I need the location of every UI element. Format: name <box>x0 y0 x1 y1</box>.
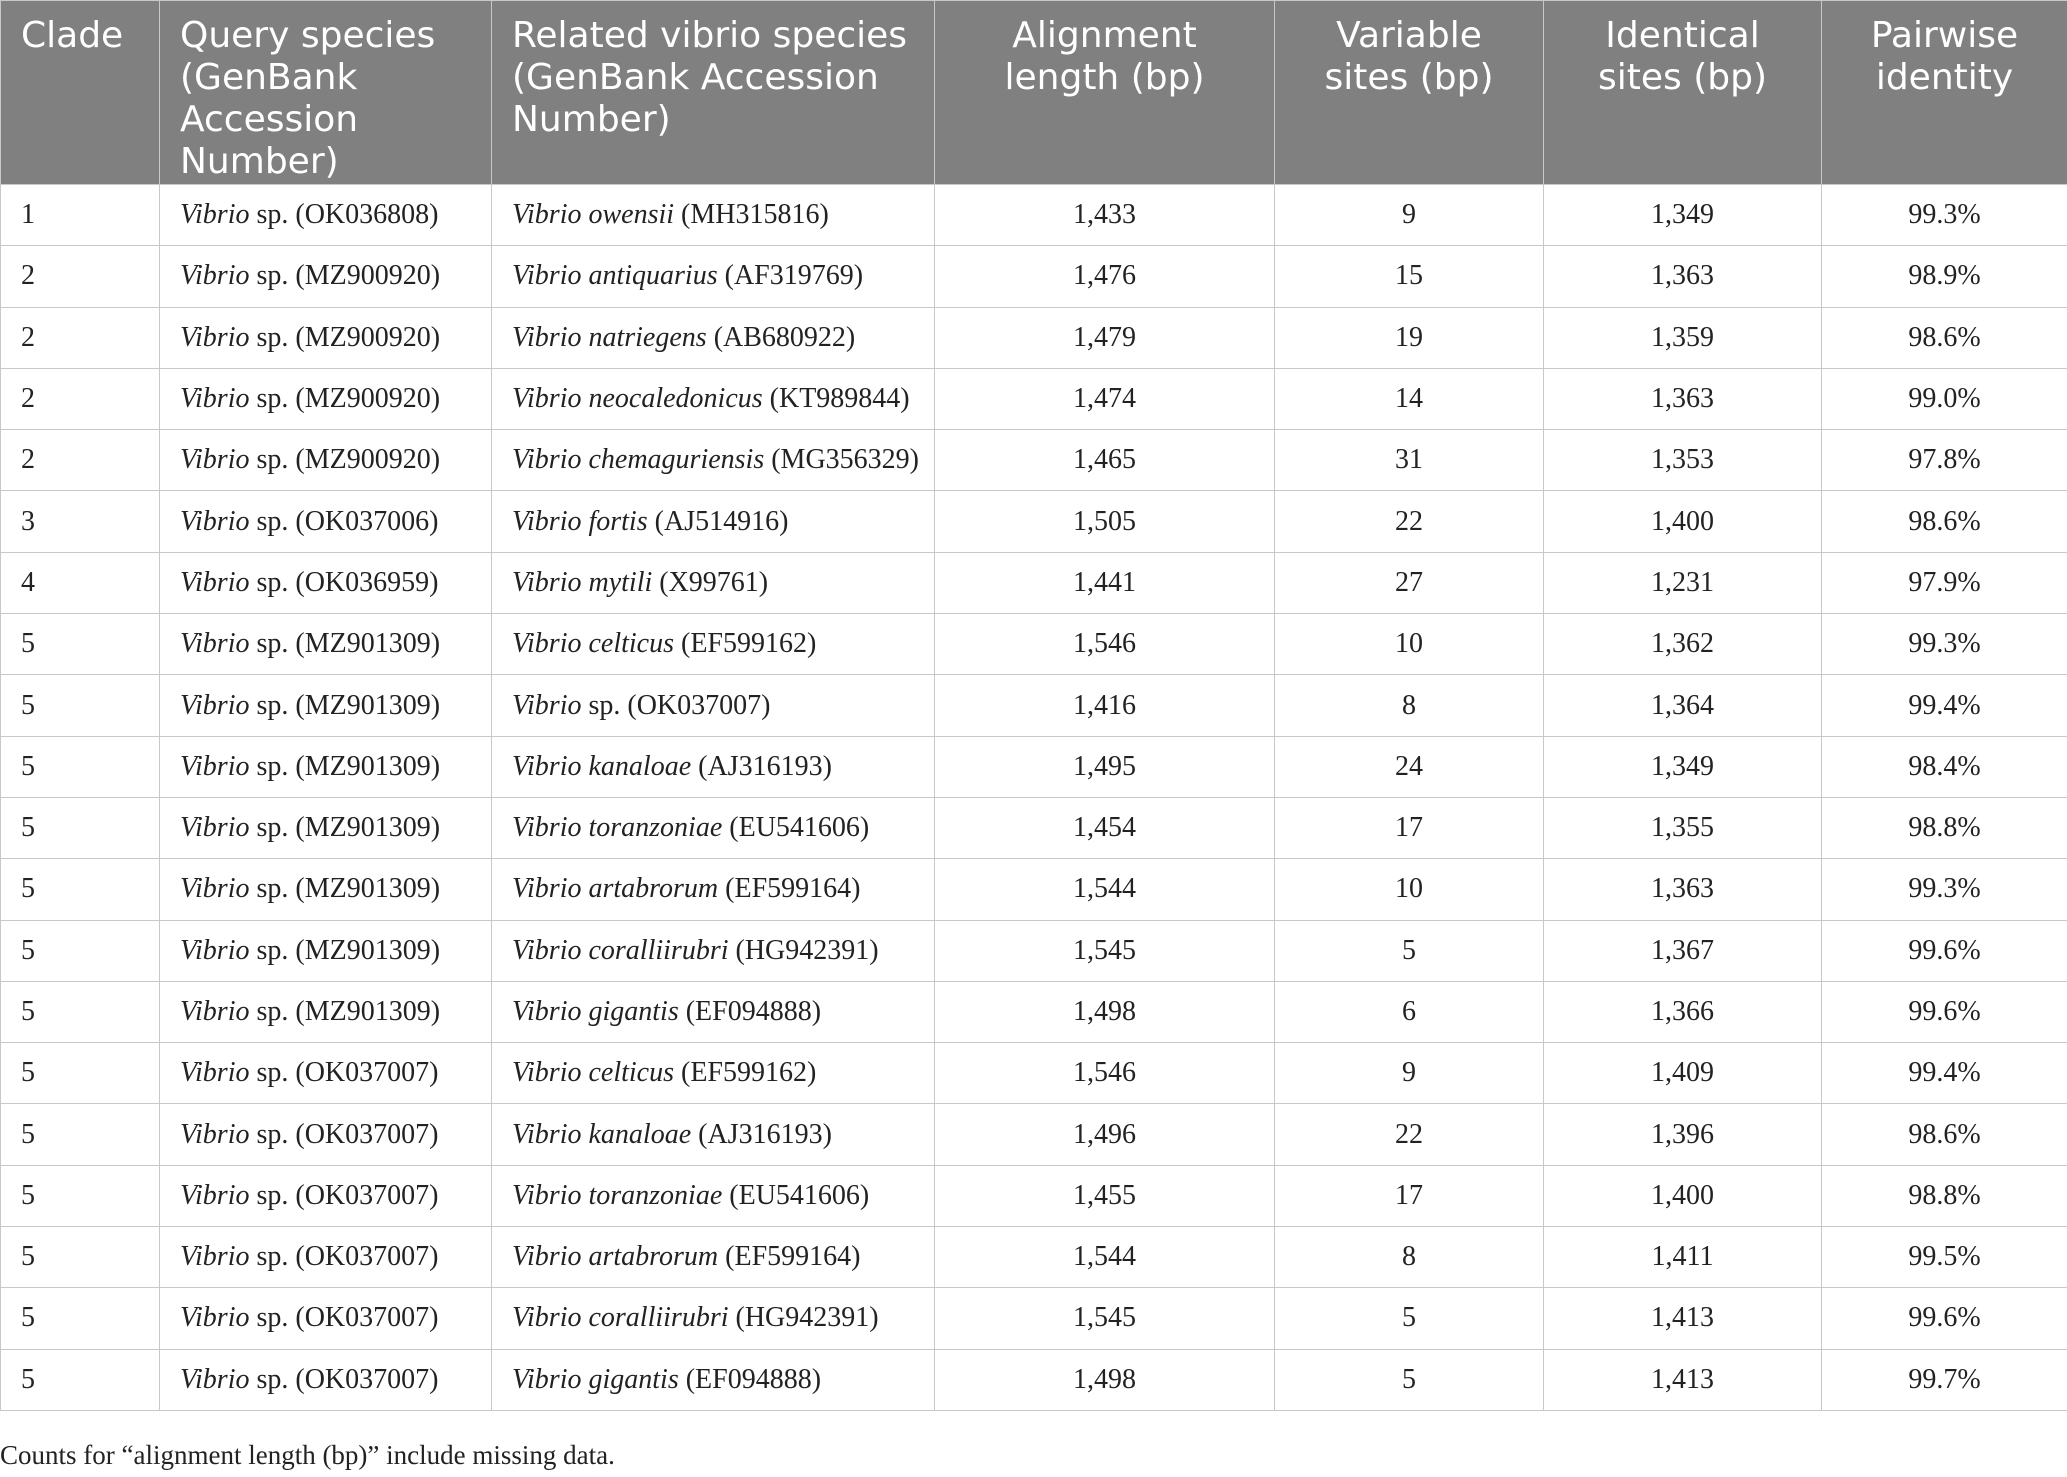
related-accession: (X99761) <box>652 566 769 598</box>
query-genus: Vibrio <box>180 566 250 598</box>
related-species-cell <box>492 246 935 307</box>
related-species-name: Vibrio toranzoniae <box>512 812 723 844</box>
pairwise-identity-cell: 98.8% <box>1822 797 2067 858</box>
pairwise-identity-cell: 99.3% <box>1822 859 2067 920</box>
table-row <box>1 981 2067 1042</box>
clade-cell: 5 <box>1 797 160 858</box>
table-footnote: Counts for “alignment length (bp)” include missing data. <box>0 1440 615 1470</box>
clade-cell: 5 <box>1 1288 160 1349</box>
query-accession: sp. (OK037007) <box>249 1118 439 1150</box>
header-pairwise-identity: Pairwise identity <box>1822 1 2067 185</box>
query-accession: sp. (OK036959) <box>249 566 439 598</box>
alignment-length-cell: 1,454 <box>935 797 1275 858</box>
alignment-length-cell: 1,505 <box>935 491 1275 552</box>
query-genus: Vibrio <box>180 1057 250 1089</box>
query-genus: Vibrio <box>180 628 250 660</box>
query-genus: Vibrio <box>180 444 250 476</box>
related-species-cell <box>492 185 935 246</box>
query-accession: sp. (OK036808) <box>249 199 439 231</box>
query-genus: Vibrio <box>180 1179 250 1211</box>
table-row <box>1 1288 2067 1349</box>
related-accession: sp. (OK037007) <box>581 689 771 721</box>
clade-cell: 5 <box>1 981 160 1042</box>
related-species-cell <box>492 430 935 491</box>
clade-cell: 5 <box>1 1349 160 1410</box>
query-accession: sp. (MZ901309) <box>249 873 441 905</box>
related-species-cell <box>492 981 935 1042</box>
related-species-cell <box>492 797 935 858</box>
clade-cell: 5 <box>1 1165 160 1226</box>
table-row <box>1 614 2067 675</box>
pairwise-identity-cell: 99.7% <box>1822 1349 2067 1410</box>
identical-sites-cell: 1,355 <box>1544 797 1822 858</box>
identical-sites-cell: 1,413 <box>1544 1288 1822 1349</box>
identical-sites-cell: 1,400 <box>1544 1165 1822 1226</box>
related-species-name: Vibrio natriegens <box>512 321 707 353</box>
identical-sites-cell: 1,353 <box>1544 430 1822 491</box>
query-species-cell <box>160 307 492 368</box>
related-species-name: Vibrio artabrorum <box>512 873 719 905</box>
related-species-cell <box>492 920 935 981</box>
variable-sites-cell: 14 <box>1275 368 1544 429</box>
identical-sites-cell: 1,400 <box>1544 491 1822 552</box>
related-species-cell <box>492 1227 935 1288</box>
query-accession: sp. (MZ901309) <box>249 996 441 1027</box>
pairwise-identity-cell: 97.8% <box>1822 430 2067 491</box>
pairwise-identity-cell: 98.8% <box>1822 1165 2067 1226</box>
table-row <box>1 491 2067 552</box>
related-species-name: Vibrio coralliirubri <box>512 934 729 966</box>
related-accession: (EF094888) <box>678 996 822 1027</box>
clade-cell: 3 <box>1 491 160 552</box>
header-query-species: Query species (GenBank Accession Number) <box>160 1 492 185</box>
pairwise-identity-cell: 98.4% <box>1822 736 2067 797</box>
pairwise-identity-cell: 98.9% <box>1822 246 2067 307</box>
alignment-length-cell: 1,498 <box>935 981 1275 1042</box>
identical-sites-cell: 1,231 <box>1544 552 1822 613</box>
query-genus: Vibrio <box>180 873 250 905</box>
query-genus: Vibrio <box>180 812 250 844</box>
query-genus: Vibrio <box>180 1118 250 1150</box>
clade-cell: 2 <box>1 368 160 429</box>
identical-sites-cell: 1,367 <box>1544 920 1822 981</box>
query-species-cell <box>160 797 492 858</box>
variable-sites-cell: 17 <box>1275 1165 1544 1226</box>
related-species-cell <box>492 1349 935 1410</box>
variable-sites-cell: 8 <box>1275 675 1544 736</box>
query-accession: sp. (MZ901309) <box>249 812 441 844</box>
related-accession: (EF094888) <box>678 1363 822 1395</box>
clade-cell: 2 <box>1 246 160 307</box>
header-variable-sites: Variable sites (bp) <box>1275 1 1544 185</box>
variable-sites-cell: 27 <box>1275 552 1544 613</box>
alignment-length-cell: 1,433 <box>935 185 1275 246</box>
header-related-species: Related vibrio species (GenBank Accession Number) <box>492 1 935 185</box>
alignment-length-cell: 1,498 <box>935 1349 1275 1410</box>
alignment-length-cell: 1,465 <box>935 430 1275 491</box>
header-row <box>1 1 2067 185</box>
related-species-cell <box>492 1043 935 1104</box>
query-accession: sp. (OK037007) <box>249 1302 439 1334</box>
related-accession: (EF599162) <box>674 628 817 660</box>
related-accession: (AJ514916) <box>647 505 789 537</box>
pairwise-identity-cell: 99.4% <box>1822 675 2067 736</box>
query-genus: Vibrio <box>180 321 250 353</box>
table-row <box>1 1349 2067 1410</box>
query-species-cell <box>160 552 492 613</box>
pairwise-identity-cell: 99.3% <box>1822 614 2067 675</box>
clade-cell: 2 <box>1 307 160 368</box>
alignment-length-cell: 1,474 <box>935 368 1275 429</box>
query-species-cell <box>160 1104 492 1165</box>
table-row <box>1 430 2067 491</box>
query-accession: sp. (MZ900920) <box>249 383 441 415</box>
query-accession: sp. (OK037007) <box>249 1363 439 1395</box>
related-accession: (EF599162) <box>674 1057 817 1089</box>
query-genus: Vibrio <box>180 1363 250 1395</box>
variable-sites-cell: 9 <box>1275 185 1544 246</box>
query-genus: Vibrio <box>180 934 250 966</box>
query-accession: sp. (MZ900920) <box>249 260 441 292</box>
query-species-cell <box>160 920 492 981</box>
pairwise-identity-cell: 99.3% <box>1822 185 2067 246</box>
query-accession: sp. (MZ900920) <box>249 321 441 353</box>
query-species-cell <box>160 246 492 307</box>
variable-sites-cell: 5 <box>1275 1349 1544 1410</box>
related-species-name: Vibrio <box>512 689 582 721</box>
variable-sites-cell: 5 <box>1275 1288 1544 1349</box>
related-species-name: Vibrio toranzoniae <box>512 1179 723 1211</box>
clade-cell: 5 <box>1 736 160 797</box>
variable-sites-cell: 22 <box>1275 491 1544 552</box>
related-accession: (AF319769) <box>717 260 864 292</box>
query-genus: Vibrio <box>180 505 250 537</box>
related-species-name: Vibrio kanaloae <box>512 750 692 782</box>
related-accession: (AJ316193) <box>691 750 832 782</box>
identical-sites-cell: 1,396 <box>1544 1104 1822 1165</box>
table-row <box>1 185 2067 246</box>
clade-cell: 2 <box>1 430 160 491</box>
related-species-name: Vibrio gigantis <box>512 1363 679 1395</box>
table-row <box>1 1043 2067 1104</box>
table-row <box>1 1104 2067 1165</box>
identical-sites-cell: 1,359 <box>1544 307 1822 368</box>
clade-cell: 5 <box>1 675 160 736</box>
pairwise-identity-cell: 98.6% <box>1822 491 2067 552</box>
related-species-cell <box>492 1288 935 1349</box>
query-species-cell <box>160 430 492 491</box>
pairwise-identity-cell: 97.9% <box>1822 552 2067 613</box>
identical-sites-cell: 1,411 <box>1544 1227 1822 1288</box>
query-accession: sp. (MZ901309) <box>249 750 441 782</box>
related-species-name: Vibrio kanaloae <box>512 1118 692 1150</box>
related-accession: (EF599164) <box>718 873 861 905</box>
pairwise-identity-cell: 99.4% <box>1822 1043 2067 1104</box>
related-accession: (EU541606) <box>722 812 870 844</box>
table-row <box>1 797 2067 858</box>
related-accession: (KT989844) <box>762 383 910 415</box>
variable-sites-cell: 10 <box>1275 859 1544 920</box>
related-species-cell <box>492 491 935 552</box>
related-species-name: Vibrio neocaledonicus <box>512 383 763 415</box>
related-species-name: Vibrio antiquarius <box>512 260 718 292</box>
query-genus: Vibrio <box>180 750 250 782</box>
alignment-length-cell: 1,476 <box>935 246 1275 307</box>
query-species-cell <box>160 1349 492 1410</box>
query-accession: sp. (OK037006) <box>249 505 439 537</box>
table-row <box>1 368 2067 429</box>
alignment-length-cell: 1,496 <box>935 1104 1275 1165</box>
related-accession: (EU541606) <box>722 1179 870 1211</box>
related-species-name: Vibrio mytili <box>512 566 653 598</box>
related-species-name: Vibrio owensii <box>512 199 675 231</box>
pairwise-identity-cell: 99.6% <box>1822 920 2067 981</box>
pairwise-identity-cell: 98.6% <box>1822 307 2067 368</box>
table-row <box>1 920 2067 981</box>
query-accession: sp. (MZ901309) <box>249 689 441 721</box>
alignment-length-cell: 1,441 <box>935 552 1275 613</box>
table-body <box>1 185 2067 1411</box>
clade-cell: 5 <box>1 1104 160 1165</box>
query-species-cell <box>160 981 492 1042</box>
query-genus: Vibrio <box>180 260 250 292</box>
related-species-name: Vibrio celticus <box>512 628 674 660</box>
identical-sites-cell: 1,349 <box>1544 185 1822 246</box>
variable-sites-cell: 8 <box>1275 1227 1544 1288</box>
query-species-cell <box>160 185 492 246</box>
identical-sites-cell: 1,349 <box>1544 736 1822 797</box>
alignment-length-cell: 1,545 <box>935 1288 1275 1349</box>
clade-cell: 5 <box>1 920 160 981</box>
query-accession: sp. (MZ901309) <box>249 934 441 966</box>
header-clade: Clade <box>1 1 160 185</box>
related-species-cell <box>492 368 935 429</box>
related-species-name: Vibrio artabrorum <box>512 1241 719 1273</box>
table-header <box>1 1 2067 185</box>
alignment-length-cell: 1,544 <box>935 1227 1275 1288</box>
related-accession: (AB680922) <box>706 321 856 353</box>
clade-cell: 4 <box>1 552 160 613</box>
related-species-cell <box>492 552 935 613</box>
related-species-name: Vibrio coralliirubri <box>512 1302 729 1334</box>
table-row <box>1 307 2067 368</box>
query-accession: sp. (OK037007) <box>249 1057 439 1089</box>
table-row <box>1 859 2067 920</box>
query-species-cell <box>160 675 492 736</box>
alignment-length-cell: 1,416 <box>935 675 1275 736</box>
related-species-cell <box>492 1165 935 1226</box>
related-species-cell <box>492 1104 935 1165</box>
related-species-cell <box>492 736 935 797</box>
variable-sites-cell: 17 <box>1275 797 1544 858</box>
related-species-name: Vibrio gigantis <box>512 996 679 1027</box>
query-genus: Vibrio <box>180 996 250 1027</box>
query-genus: Vibrio <box>180 1302 250 1334</box>
alignment-length-cell: 1,546 <box>935 614 1275 675</box>
variable-sites-cell: 5 <box>1275 920 1544 981</box>
pairwise-identity-cell: 99.6% <box>1822 981 2067 1042</box>
identical-sites-cell: 1,363 <box>1544 368 1822 429</box>
related-species-name: Vibrio fortis <box>512 505 648 537</box>
identical-sites-cell: 1,364 <box>1544 675 1822 736</box>
query-genus: Vibrio <box>180 383 250 415</box>
pairwise-identity-cell: 99.5% <box>1822 1227 2067 1288</box>
query-species-cell <box>160 1043 492 1104</box>
alignment-length-cell: 1,544 <box>935 859 1275 920</box>
query-species-cell <box>160 1165 492 1226</box>
related-species-name: Vibrio celticus <box>512 1057 674 1089</box>
query-species-cell <box>160 614 492 675</box>
related-accession: (MH315816) <box>674 199 829 231</box>
query-genus: Vibrio <box>180 199 250 231</box>
clade-cell: 1 <box>1 185 160 246</box>
variable-sites-cell: 9 <box>1275 1043 1544 1104</box>
query-genus: Vibrio <box>180 1241 250 1273</box>
header-identical-sites: Identical sites (bp) <box>1544 1 1822 185</box>
table-row <box>1 1165 2067 1226</box>
query-species-cell <box>160 491 492 552</box>
related-species-cell <box>492 675 935 736</box>
identical-sites-cell: 1,413 <box>1544 1349 1822 1410</box>
query-genus: Vibrio <box>180 689 250 721</box>
pairwise-identity-cell: 99.6% <box>1822 1288 2067 1349</box>
query-accession: sp. (MZ900920) <box>249 444 441 476</box>
alignment-length-cell: 1,545 <box>935 920 1275 981</box>
identical-sites-cell: 1,409 <box>1544 1043 1822 1104</box>
related-species-cell <box>492 859 935 920</box>
table-row <box>1 736 2067 797</box>
clade-cell: 5 <box>1 859 160 920</box>
table-row <box>1 246 2067 307</box>
query-species-cell <box>160 1227 492 1288</box>
variable-sites-cell: 24 <box>1275 736 1544 797</box>
related-species-cell <box>492 614 935 675</box>
related-accession: (AJ316193) <box>691 1118 832 1150</box>
related-accession: (MG356329) <box>764 444 919 476</box>
query-species-cell <box>160 736 492 797</box>
clade-cell: 5 <box>1 1227 160 1288</box>
query-species-cell <box>160 1288 492 1349</box>
related-accession: (HG942391) <box>728 1302 879 1334</box>
alignment-length-cell: 1,495 <box>935 736 1275 797</box>
variable-sites-cell: 31 <box>1275 430 1544 491</box>
variable-sites-cell: 10 <box>1275 614 1544 675</box>
variable-sites-cell: 6 <box>1275 981 1544 1042</box>
related-species-name: Vibrio chemaguriensis <box>512 444 765 476</box>
alignment-length-cell: 1,546 <box>935 1043 1275 1104</box>
query-accession: sp. (OK037007) <box>249 1179 439 1211</box>
identical-sites-cell: 1,363 <box>1544 246 1822 307</box>
variable-sites-cell: 22 <box>1275 1104 1544 1165</box>
table-row <box>1 552 2067 613</box>
clade-cell: 5 <box>1 614 160 675</box>
alignment-length-cell: 1,479 <box>935 307 1275 368</box>
variable-sites-cell: 19 <box>1275 307 1544 368</box>
related-species-cell <box>492 307 935 368</box>
query-accession: sp. (OK037007) <box>249 1241 439 1273</box>
variable-sites-cell: 15 <box>1275 246 1544 307</box>
identical-sites-cell: 1,366 <box>1544 981 1822 1042</box>
query-species-cell <box>160 859 492 920</box>
table-row <box>1 1227 2067 1288</box>
pairwise-identity-cell: 98.6% <box>1822 1104 2067 1165</box>
identical-sites-cell: 1,363 <box>1544 859 1822 920</box>
table-row <box>1 675 2067 736</box>
query-species-cell <box>160 368 492 429</box>
header-alignment-length: Alignment length (bp) <box>935 1 1275 185</box>
identical-sites-cell: 1,362 <box>1544 614 1822 675</box>
pairwise-identity-cell: 99.0% <box>1822 368 2067 429</box>
clade-cell: 5 <box>1 1043 160 1104</box>
related-accession: (HG942391) <box>728 934 879 966</box>
alignment-length-cell: 1,455 <box>935 1165 1275 1226</box>
related-accession: (EF599164) <box>718 1241 861 1273</box>
query-accession: sp. (MZ901309) <box>249 628 441 660</box>
